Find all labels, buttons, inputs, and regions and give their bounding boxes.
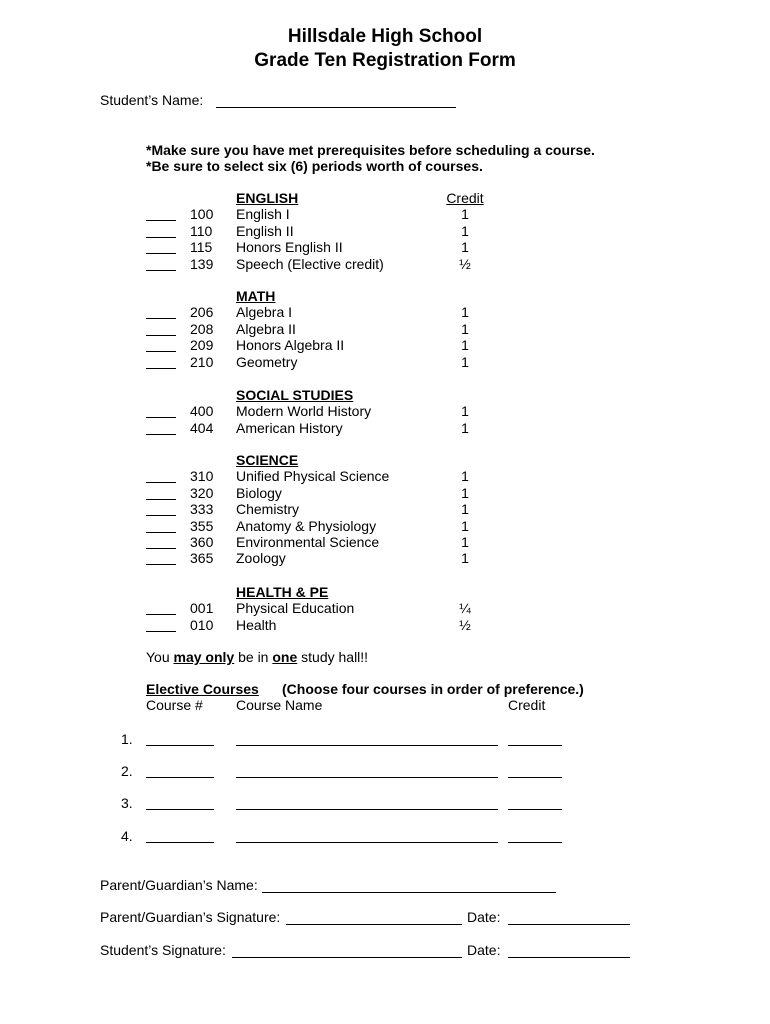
course-name: American History <box>236 419 343 436</box>
note-prerequisites: *Make sure you have met prerequisites before scheduling a course. <box>146 142 595 158</box>
section-heading: SCIENCE <box>236 452 299 468</box>
course-selection-blank[interactable] <box>146 532 176 533</box>
course-credit: 1 <box>461 501 469 518</box>
course-name: Honors English II <box>236 239 343 256</box>
elective-course-name-field[interactable] <box>236 777 498 778</box>
elective-course-name-field[interactable] <box>236 842 498 843</box>
course-selection-blank[interactable] <box>146 351 176 352</box>
course-name: Environmental Science <box>236 534 380 550</box>
course-credit: ¼ <box>459 600 471 617</box>
elective-col-credit: Credit <box>508 697 546 713</box>
course-credit: 1 <box>461 337 469 354</box>
course-credit: 1 <box>461 468 469 485</box>
course-number: 360 <box>190 534 214 550</box>
course-credit: 1 <box>461 222 469 239</box>
course-selection-blank[interactable] <box>146 237 176 238</box>
course-selection-blank[interactable] <box>146 631 176 632</box>
elective-credit-field[interactable] <box>508 842 562 843</box>
course-name: Zoology <box>236 550 286 567</box>
parent-name-label: Parent/Guardian’s Name: <box>100 877 258 893</box>
course-name: Algebra II <box>236 320 296 337</box>
course-credit: ½ <box>459 616 471 633</box>
course-credit: 1 <box>461 239 469 256</box>
course-selection-blank[interactable] <box>146 482 176 483</box>
student-date-field[interactable] <box>508 957 630 958</box>
course-number: 404 <box>190 419 214 436</box>
student-signature-label: Student’s Signature: <box>100 942 226 958</box>
course-selection-blank[interactable] <box>146 253 176 254</box>
course-name: Chemistry <box>236 501 300 518</box>
course-number: 210 <box>190 353 214 370</box>
course-selection-blank[interactable] <box>146 499 176 500</box>
course-name: English I <box>236 206 290 223</box>
course-selection-blank[interactable] <box>146 515 176 516</box>
course-number: 400 <box>190 403 214 420</box>
section-heading: HEALTH & PE <box>236 584 329 600</box>
course-name: English II <box>236 222 294 239</box>
parent-date-field[interactable] <box>508 924 630 925</box>
parent-signature-field[interactable] <box>286 924 462 925</box>
course-credit: 1 <box>461 320 469 337</box>
course-name: Anatomy & Physiology <box>236 517 377 534</box>
section-heading: MATH <box>236 288 276 304</box>
elective-course-name-field[interactable] <box>236 809 498 810</box>
section-heading: SOCIAL STUDIES <box>236 387 354 403</box>
course-number: 206 <box>190 304 214 321</box>
credit-header: Credit <box>446 190 484 206</box>
elective-row-number: 3. <box>121 795 133 811</box>
student-signature-field[interactable] <box>232 957 462 958</box>
course-name: Speech (Elective credit) <box>236 255 384 272</box>
course-number: 139 <box>190 255 214 272</box>
course-number: 365 <box>190 550 214 567</box>
course-name: Unified Physical Science <box>236 468 390 485</box>
study-hall-one: one <box>272 649 298 665</box>
elective-course-num-field[interactable] <box>146 777 214 778</box>
study-hall-note <box>146 649 368 665</box>
course-credit: 1 <box>461 550 469 567</box>
course-name: Biology <box>236 484 282 501</box>
elective-col-course-name: Course Name <box>236 697 323 713</box>
course-number: 001 <box>190 600 214 617</box>
course-selection-blank[interactable] <box>146 564 176 565</box>
elective-course-num-field[interactable] <box>146 745 214 746</box>
course-selection-blank[interactable] <box>146 270 176 271</box>
student-name-label: Student’s Name: <box>100 92 204 108</box>
course-credit: 1 <box>461 304 469 321</box>
study-hall-text-post: study hall!! <box>297 649 369 665</box>
course-credit: 1 <box>461 403 469 420</box>
course-name: Modern World History <box>236 403 372 420</box>
elective-title: Elective Courses <box>146 681 259 697</box>
student-date-label: Date: <box>467 942 501 958</box>
course-selection-blank[interactable] <box>146 335 176 336</box>
course-selection-blank[interactable] <box>146 368 176 369</box>
course-selection-blank[interactable] <box>146 417 176 418</box>
page-title-line2: Grade Ten Registration Form <box>254 50 516 71</box>
course-name: Geometry <box>236 353 298 370</box>
course-credit: 1 <box>461 419 469 436</box>
study-hall-may-only: may only <box>173 649 235 665</box>
elective-row-number: 4. <box>121 828 133 844</box>
course-credit: 1 <box>461 353 469 370</box>
course-credit: 1 <box>461 484 469 501</box>
study-hall-text-pre: You <box>146 649 174 665</box>
section-heading: ENGLISH <box>236 190 299 206</box>
parent-date-label: Date: <box>467 909 501 925</box>
elective-col-course-num: Course # <box>146 697 203 713</box>
course-selection-blank[interactable] <box>146 220 176 221</box>
course-number: 208 <box>190 320 214 337</box>
elective-course-name-field[interactable] <box>236 745 498 746</box>
course-selection-blank[interactable] <box>146 318 176 319</box>
course-number: 355 <box>190 517 214 534</box>
course-credit: 1 <box>461 517 469 534</box>
course-credit: 1 <box>461 534 469 550</box>
course-name: Health <box>236 616 277 633</box>
course-name: Algebra I <box>236 304 293 321</box>
elective-course-num-field[interactable] <box>146 842 214 843</box>
course-name: Physical Education <box>236 600 355 617</box>
parent-signature-label: Parent/Guardian’s Signature: <box>100 909 281 925</box>
course-number: 110 <box>190 222 213 239</box>
course-name: Honors Algebra II <box>236 337 345 354</box>
parent-name-field[interactable] <box>262 892 556 893</box>
page-title-line1: Hillsdale High School <box>287 26 483 47</box>
elective-row-number: 2. <box>121 763 133 779</box>
course-number: 310 <box>190 468 214 485</box>
course-number: 115 <box>190 239 213 256</box>
student-name-field[interactable] <box>216 107 456 108</box>
elective-credit-field[interactable] <box>508 809 562 810</box>
study-hall-text-mid: be in <box>234 649 273 665</box>
course-selection-blank[interactable] <box>146 548 176 549</box>
course-number: 320 <box>190 484 214 501</box>
course-number: 209 <box>190 337 214 354</box>
elective-row-number: 1. <box>121 731 133 747</box>
course-credit: 1 <box>461 206 469 223</box>
elective-course-num-field[interactable] <box>146 809 214 810</box>
elective-instructions: (Choose four courses in order of preference.) <box>282 681 584 697</box>
course-credit: ½ <box>459 255 471 272</box>
course-number: 100 <box>190 206 214 223</box>
course-number: 010 <box>190 616 214 633</box>
course-number: 333 <box>190 501 214 518</box>
elective-credit-field[interactable] <box>508 777 562 778</box>
course-selection-blank[interactable] <box>146 434 176 435</box>
course-selection-blank[interactable] <box>146 614 176 615</box>
elective-credit-field[interactable] <box>508 745 562 746</box>
note-six-periods: *Be sure to select six (6) periods worth of courses. <box>146 158 483 174</box>
